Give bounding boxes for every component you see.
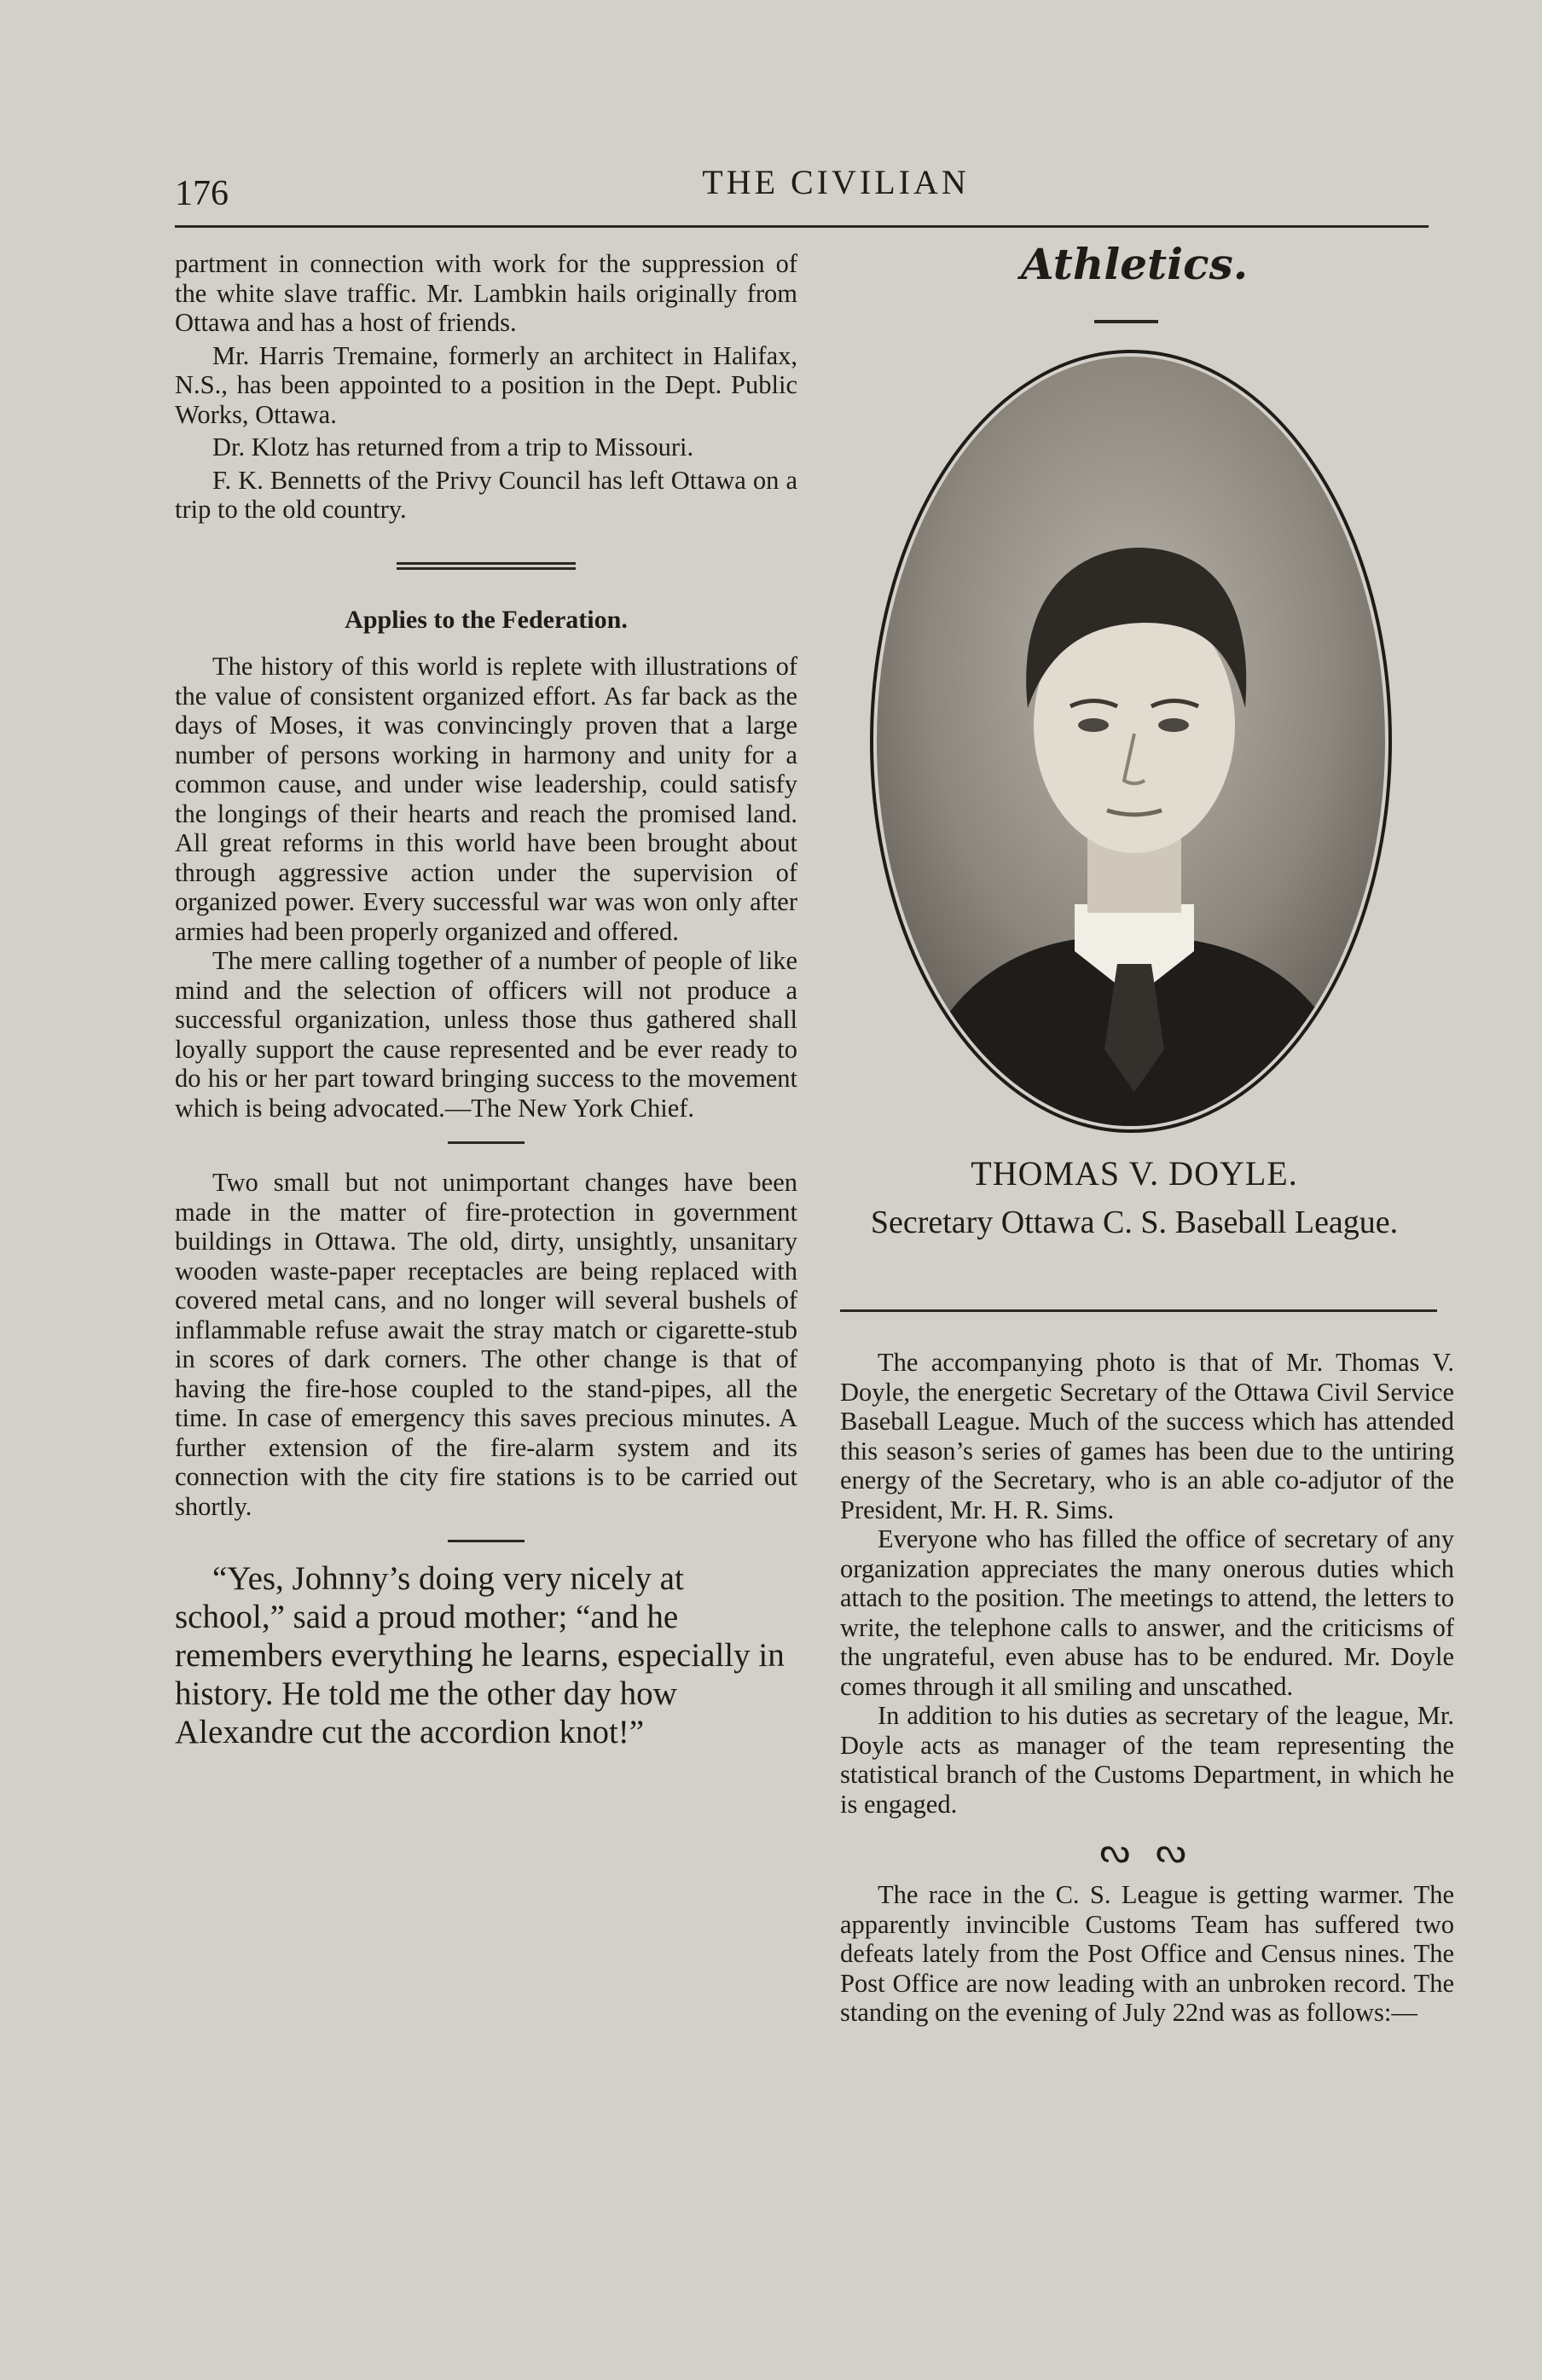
portrait-photo: [870, 350, 1392, 1133]
doyle-paragraph: Everyone who has filled the office of secretary of any organization appreciates the many onerous duties which attach to the position. The meetings to attend, the letters to write, the telephone calls to answer, and the criticisms of the ungrateful, even abuse has to be endured. Mr. Doyle comes through it all smiling and unscathed.: [840, 1524, 1454, 1701]
right-column: [840, 1348, 1454, 2028]
section-divider: [448, 1141, 525, 1144]
doyle-paragraph: In addition to his duties as secretary of the league, Mr. Doyle acts as manager of the team representing the statistical branch of the Customs Department, in which he is engaged.: [840, 1701, 1454, 1819]
race-paragraph: The race in the C. S. League is getting warmer. The apparently invincible Customs Team has suffered two defeats lately from the Post Office and Census nines. The Post Office are now leading with an unbroken record. The standing on the evening of July 22nd was as follows:—: [840, 1880, 1454, 2027]
federation-heading: Applies to the Federation.: [345, 605, 628, 634]
left-column: [175, 249, 797, 1751]
note-klotz: Dr. Klotz has returned from a trip to Missouri.: [212, 432, 694, 461]
note-tremaine: Mr. Harris Tremaine, formerly an architect in Halifax, N.S., has been appointed to a position in the Dept. Public Works, Ottawa.: [175, 340, 797, 429]
note-bennetts: F. K. Bennetts of the Privy Council has left Ottawa on a trip to the old country.: [175, 465, 797, 524]
page-number: 176: [175, 174, 229, 213]
portrait-caption-role: Secretary Ottawa C. S. Baseball League.: [870, 1205, 1399, 1240]
anecdote-paragraph: “Yes, Johnny’s doing very nicely at school,” said a proud mother; “and he remembers everything he learns, especially in history. He told me the other day how Alexandre cut the accordion knot!”: [175, 1560, 785, 1750]
portrait-caption-name: THOMAS V. DOYLE.: [971, 1154, 1298, 1193]
doyle-paragraph: The accompanying photo is that of Mr. Thomas V. Doyle, the energetic Secretary of the Ottawa Civil Service Baseball League. Much of the success which has attended this season’s series of games has been due to the untiring energy of the Secretary, who is an able co-adjutor of the President, Mr. H. R. Sims.: [840, 1348, 1454, 1524]
athletics-heading: Athletics.: [1020, 239, 1249, 289]
section-divider: [448, 1540, 525, 1542]
federation-paragraph: The mere calling together of a number of people of like mind and the selection of officers will not produce a successful organization, unless those thus gathered shall loyally support the cause represented and be ever ready to do his or her part toward bringing success to the movement which is being advocated.—The New York Chief.: [175, 946, 797, 1123]
section-divider: [397, 562, 576, 570]
federation-paragraph: The history of this world is replete with illustrations of the value of consistent organized effort. As far back as the days of Moses, it was convincingly proven that a large number of persons working in harmony and unity for a common cause, and under wise leadership, could satisfy the longings of their hearts and reach the promised land. All great reforms in this world have been brought about through aggressive action under the supervision of organized power. Every successful war was won only after armies had been properly organized and offered.: [175, 652, 797, 946]
page-title: THE CIVILIAN: [702, 163, 970, 201]
separator-ornament: ᔓ ᔓ: [1099, 1831, 1195, 1870]
athletics-rule: [1094, 320, 1158, 323]
note-lambkin: partment in connection with work for the suppression of the white slave traffic. Mr. Lambkin hails originally from Ottawa and has a host of friends.: [175, 249, 797, 337]
caption-rule: [840, 1309, 1437, 1312]
fire-protection-paragraph: Two small but not unimportant changes have been made in the matter of fire-protection in government buildings in Ottawa. The old, dirty, unsightly, unsanitary wooden waste-paper receptacles are being replaced with covered metal cans, and no longer will several bushels of inflammable refuse await the stray match or cigarette-stub in scores of dark corners. The other change is that of having the fire-hose coupled to the stand-pipes, all the time. In case of emergency this saves precious minutes. A further extension of the fire-alarm system and its connection with the city fire stations is to be carried out shortly.: [175, 1168, 797, 1521]
header-rule: [175, 225, 1429, 228]
